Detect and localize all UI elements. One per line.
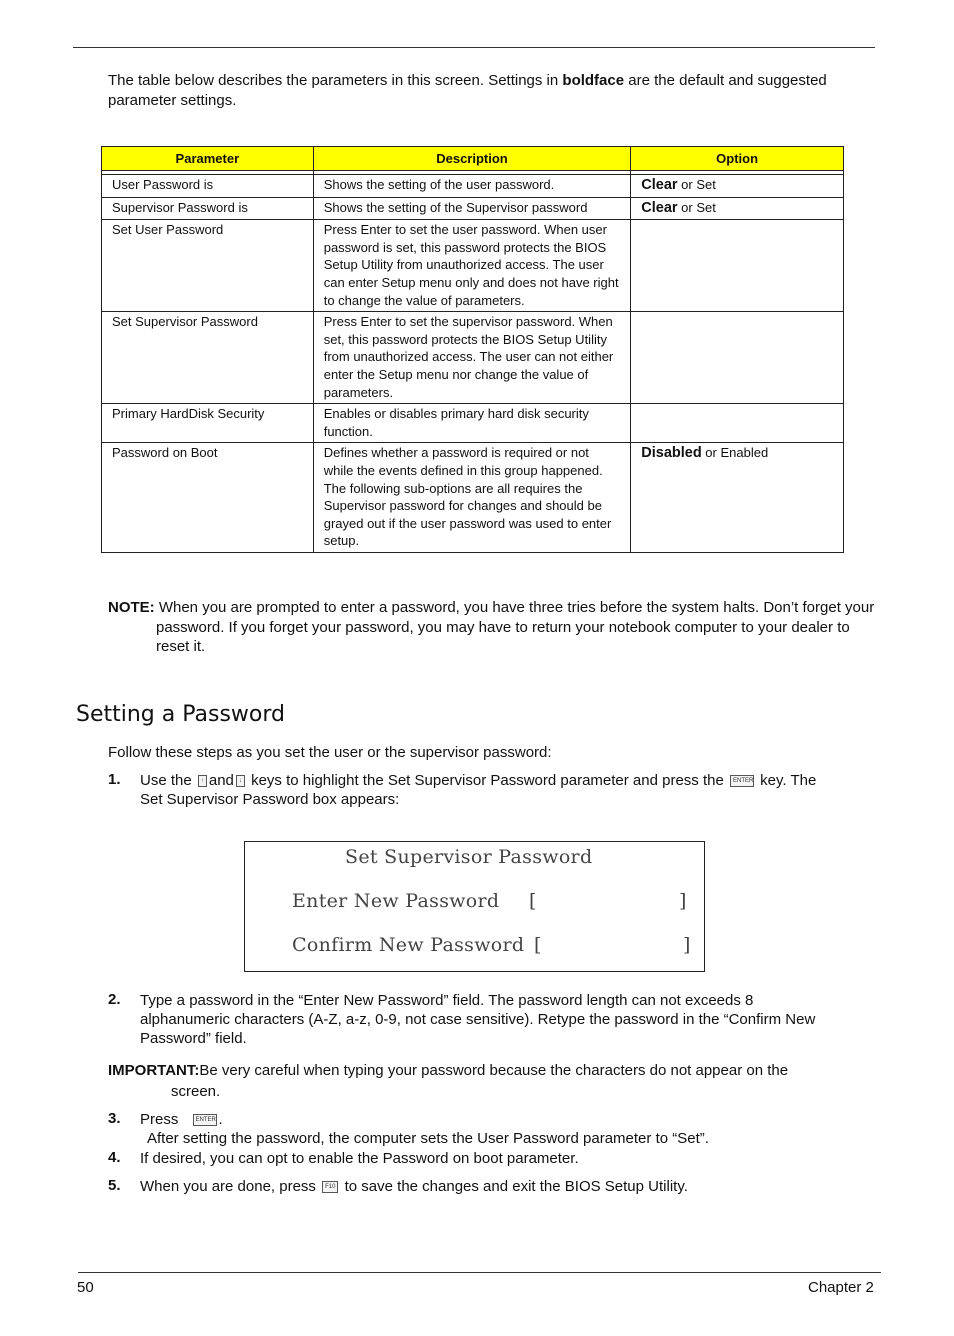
step-5-number: 5. bbox=[108, 1177, 121, 1194]
steps-intro: Follow these steps as you set the user or the supervisor password: bbox=[108, 744, 552, 761]
intro-paragraph: The table below describes the parameters in this screen. Settings in boldface are the default and suggested parameter settings. bbox=[108, 72, 827, 109]
parameter-table bbox=[101, 146, 844, 553]
table-row bbox=[102, 197, 844, 220]
step-2-line-1: Type a password in the “Enter New Password” field. The password length can not exceeds 8 bbox=[140, 992, 754, 1009]
step-2-line-2: alphanumeric characters (A-Z, a-z, 0-9, not case sensitive). Retype the password in the “Confirm New bbox=[140, 1011, 816, 1028]
important-line-1: IMPORTANT:Be very careful when typing your password because the characters do not appear on the bbox=[108, 1062, 789, 1079]
step-3-line-2: After setting the password, the computer sets the User Password parameter to “Set”. bbox=[147, 1130, 709, 1147]
bios-confirm-new-open-bracket: [ bbox=[534, 934, 542, 956]
bios-confirm-new-close-bracket: ] bbox=[683, 934, 691, 956]
desc-cell: Press Enter to set the supervisor password. When set, this password protects the BIOS Setup Utility from unauthorized access. The user can not either enter the Setup menu nor change the value of parameters. bbox=[313, 312, 631, 404]
step-3-number: 3. bbox=[108, 1110, 121, 1127]
bios-password-dialog bbox=[244, 841, 705, 972]
section-title: Setting a Password bbox=[76, 702, 285, 727]
header-rule bbox=[73, 47, 875, 48]
header-option: Option bbox=[631, 147, 844, 171]
option-cell bbox=[631, 312, 844, 404]
desc-cell: Shows the setting of the user password. bbox=[313, 175, 631, 198]
intro-bold: boldface bbox=[562, 72, 625, 89]
bios-confirm-new-label: Confirm New Password bbox=[292, 934, 525, 956]
table-header-row bbox=[102, 147, 844, 171]
table-row bbox=[102, 404, 844, 443]
important-label: IMPORTANT: bbox=[108, 1062, 200, 1079]
header-parameter: Parameter bbox=[102, 147, 314, 171]
enter-key-icon: ENTER bbox=[730, 775, 754, 787]
step-1-number: 1. bbox=[108, 771, 121, 788]
f10-key-icon: F10 bbox=[322, 1181, 338, 1193]
param-cell: User Password is bbox=[102, 175, 314, 198]
chapter-label: Chapter 2 bbox=[808, 1279, 874, 1296]
desc-cell: Defines whether a password is required or not while the events defined in this group happened. The following sub-options are all requires the Supervisor password for changes and should be grayed out if the user password was used to enter setup. bbox=[313, 443, 631, 553]
param-cell: Supervisor Password is bbox=[102, 197, 314, 220]
note-label: NOTE: bbox=[108, 599, 155, 616]
down-arrow-key-icon: ↓ bbox=[236, 775, 245, 787]
bios-dialog-title: Set Supervisor Password bbox=[345, 846, 593, 868]
important-line-2: screen. bbox=[171, 1083, 221, 1100]
up-arrow-key-icon: ↑ bbox=[198, 775, 207, 787]
bios-enter-new-open-bracket: [ bbox=[529, 890, 537, 912]
table-row bbox=[102, 220, 844, 312]
param-cell: Set Supervisor Password bbox=[102, 312, 314, 404]
table-row bbox=[102, 175, 844, 198]
step-1-line-1: Use the ↑ and ↓ keys to highlight the Set Supervisor Password parameter and press the ENTER key. The bbox=[140, 772, 817, 789]
header-description: Description bbox=[313, 147, 631, 171]
table-row bbox=[102, 443, 844, 553]
page-number: 50 bbox=[77, 1279, 94, 1296]
param-cell: Password on Boot bbox=[102, 443, 314, 553]
step-3-line-1: Press ENTER . bbox=[140, 1111, 223, 1128]
param-cell: Primary HardDisk Security bbox=[102, 404, 314, 443]
note-paragraph: NOTE: When you are prompted to enter a password, you have three tries before the system halts. Don’t forget your password. If you forget your password, you may have to return your notebook computer to your dealer to reset it. bbox=[108, 599, 875, 655]
option-cell: Disabled or Enabled bbox=[631, 443, 844, 553]
step-5-text: When you are done, press F10 to save the changes and exit the BIOS Setup Utility. bbox=[140, 1178, 688, 1195]
table-row bbox=[102, 312, 844, 404]
option-cell: Clear or Set bbox=[631, 175, 844, 198]
enter-key-icon: ENTER bbox=[193, 1114, 217, 1126]
bios-enter-new-close-bracket: ] bbox=[679, 890, 687, 912]
desc-cell: Enables or disables primary hard disk security function. bbox=[313, 404, 631, 443]
option-cell: Clear or Set bbox=[631, 197, 844, 220]
option-cell bbox=[631, 220, 844, 312]
step-2-number: 2. bbox=[108, 991, 121, 1008]
step-1-line-2: Set Supervisor Password box appears: bbox=[140, 791, 400, 808]
desc-cell: Shows the setting of the Supervisor password bbox=[313, 197, 631, 220]
footer-rule bbox=[78, 1272, 881, 1273]
step-4-number: 4. bbox=[108, 1149, 121, 1166]
param-cell: Set User Password bbox=[102, 220, 314, 312]
step-4-text: If desired, you can opt to enable the Password on boot parameter. bbox=[140, 1150, 579, 1167]
option-cell bbox=[631, 404, 844, 443]
step-2-line-3: Password” field. bbox=[140, 1030, 247, 1047]
bios-enter-new-label: Enter New Password bbox=[292, 890, 500, 912]
desc-cell: Press Enter to set the user password. When user password is set, this password protects the BIOS Setup Utility from unauthorized access. The user can enter Setup menu only and does not have right to change the value of parameters. bbox=[313, 220, 631, 312]
